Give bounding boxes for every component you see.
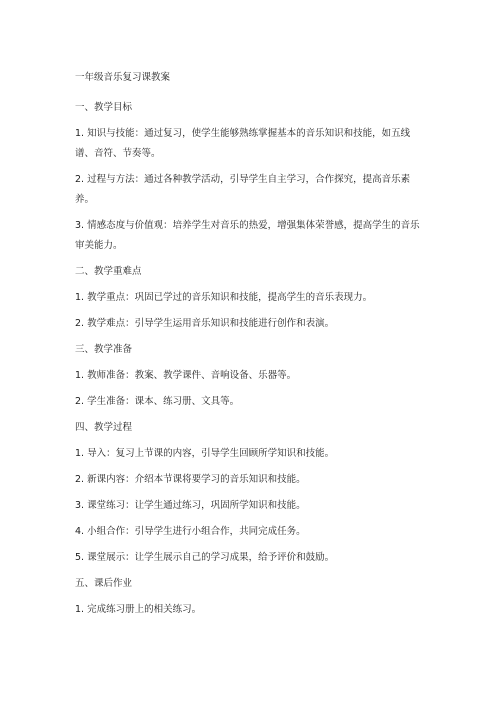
section-item: 1. 完成练习册上的相关练习。 bbox=[75, 604, 202, 615]
section-item: 1. 教师准备：教案、教学课件、音响设备、乐器等。 bbox=[75, 370, 297, 381]
section-item: 5. 课堂展示：让学生展示自己的学习成果，给予评价和鼓励。 bbox=[75, 552, 335, 563]
section-item: 1. 教学重点：巩固已学过的音乐知识和技能，提高学生的音乐表现力。 bbox=[75, 292, 373, 303]
section-item: 2. 新课内容：介绍本节课将要学习的音乐知识和技能。 bbox=[75, 474, 306, 485]
section-item: 1. 导入：复习上节课的内容，引导学生回顾所学知识和技能。 bbox=[75, 448, 335, 459]
section-heading: 二、教学重难点 bbox=[75, 266, 142, 277]
section-item: 2. 学生准备：课本、练习册、文具等。 bbox=[75, 396, 240, 407]
section-heading: 一、教学目标 bbox=[75, 102, 133, 113]
document-body bbox=[75, 68, 425, 620]
section-item: 2. 过程与方法：通过各种教学活动，引导学生自主学习，合作探究，提高音乐素养。 bbox=[75, 174, 411, 205]
section-item: 3. 课堂练习：让学生通过练习，巩固所学知识和技能。 bbox=[75, 500, 306, 511]
section-heading: 四、教学过程 bbox=[75, 422, 133, 433]
document-title: 一年级音乐复习课教案 bbox=[75, 72, 171, 83]
section-heading: 三、教学准备 bbox=[75, 344, 133, 355]
section-item: 2. 教学难点：引导学生运用音乐知识和技能进行创作和表演。 bbox=[75, 318, 335, 329]
section-item: 4. 小组合作：引导学生进行小组合作，共同完成任务。 bbox=[75, 526, 306, 537]
section-item: 1. 知识与技能：通过复习，使学生能够熟练掌握基本的音乐知识和技能，如五线谱、音符、节奏等。 bbox=[75, 128, 411, 159]
section-heading: 五、课后作业 bbox=[75, 578, 133, 589]
section-item: 3. 情感态度与价值观：培养学生对音乐的热爱，增强集体荣誉感，提高学生的音乐审美能力。 bbox=[75, 220, 420, 251]
